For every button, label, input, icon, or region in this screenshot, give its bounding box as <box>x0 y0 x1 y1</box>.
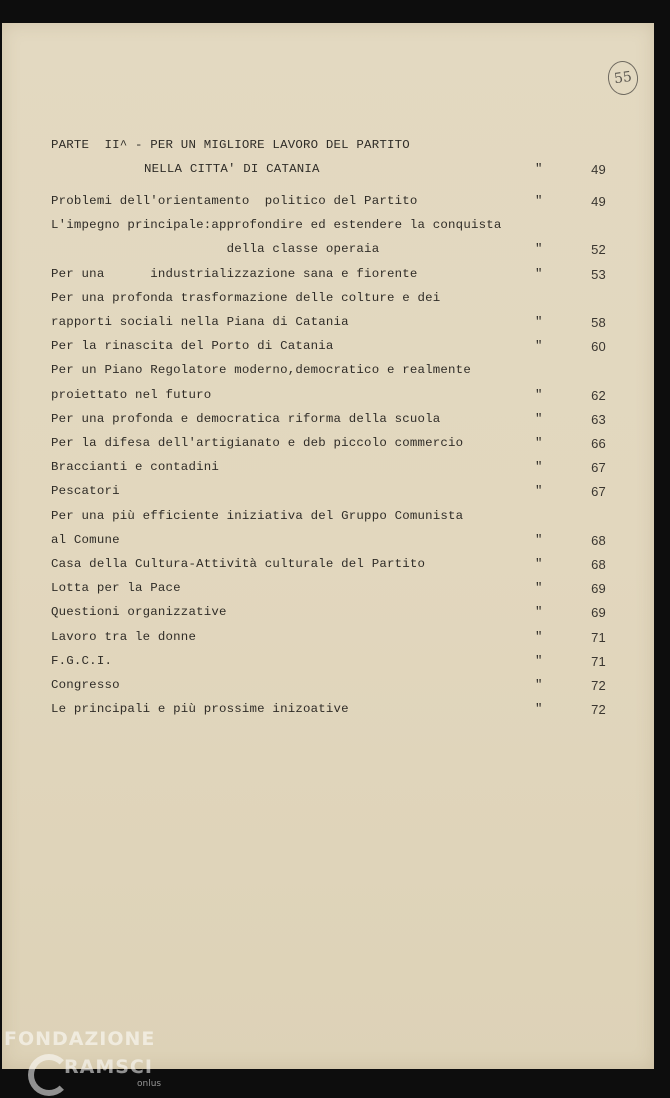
ditto-mark: " <box>535 581 543 596</box>
toc-entry <box>2 509 654 529</box>
page-ref: 49 <box>591 194 606 209</box>
toc-entry-title: Lotta per la Pace <box>51 581 181 596</box>
toc-entry-title: Problemi dell'orientamento politico del Partito <box>51 194 418 208</box>
ditto-mark: " <box>535 460 543 475</box>
page-ref: 53 <box>591 266 606 282</box>
toc-entry-title: Lavoro tra le donne <box>51 629 197 644</box>
toc-entry-title: Le principali e più prossime inizoative <box>51 702 349 717</box>
toc-entry-title: al Comune <box>51 532 120 547</box>
toc-entry-title: Congresso <box>51 678 120 692</box>
page-ref: 71 <box>591 653 606 669</box>
toc-entry <box>2 460 654 480</box>
toc-entry <box>2 363 654 383</box>
ditto-mark: " <box>535 194 543 208</box>
heading-subtitle: NELLA CITTA' DI CATANIA <box>144 162 320 176</box>
page-ref: 52 <box>591 242 606 258</box>
toc-entry <box>2 533 654 553</box>
toc-entry-title: Per una industrializzazione sana e fiorente <box>51 266 418 281</box>
ditto-mark: " <box>535 484 543 499</box>
toc-entry-title: Questioni organizzative <box>51 605 227 620</box>
toc-entry <box>2 630 654 650</box>
toc-entry-title: Per un Piano Regolatore moderno,democratico e realmente <box>51 363 471 378</box>
page-ref: 58 <box>591 315 606 330</box>
page-ref: 68 <box>591 532 606 548</box>
toc-entry <box>2 702 654 722</box>
toc-entry <box>2 339 654 359</box>
ditto-mark: " <box>535 629 543 644</box>
toc-entry <box>2 484 654 504</box>
toc-entry <box>2 436 654 456</box>
toc-entry <box>2 654 654 674</box>
page-ref: 49 <box>591 162 606 177</box>
toc-entry-title: Casa della Cultura-Attività culturale del Partito <box>51 557 426 571</box>
fondazione-gramsci-watermark <box>4 1028 174 1098</box>
ditto-mark: " <box>535 702 543 717</box>
toc-entry-title: Braccianti e contadini <box>51 460 219 475</box>
ditto-mark: " <box>535 266 543 281</box>
ditto-mark: " <box>535 339 543 354</box>
page-ref: 69 <box>591 581 606 597</box>
page-number-stamp: 55 <box>606 59 640 97</box>
page-ref: 62 <box>591 387 606 403</box>
watermark-line2: RAMSCI <box>64 1056 153 1078</box>
watermark-line3: onlus <box>137 1079 162 1089</box>
toc-entry <box>2 194 654 214</box>
toc-entry-title: Per una più efficiente iniziativa del Gruppo Comunista <box>51 508 464 523</box>
ditto-mark: " <box>535 557 543 571</box>
toc-entry-title: F.G.C.I. <box>51 653 113 668</box>
page-ref: 71 <box>591 629 606 645</box>
toc-entry <box>2 557 654 577</box>
watermark-line1: FONDAZIONE <box>4 1028 156 1050</box>
heading-line <box>2 138 654 158</box>
toc-entry-title: Per la difesa dell'artigianato e deb piccolo commercio <box>51 436 464 450</box>
page-ref: 63 <box>591 411 606 427</box>
toc-entry-title: Pescatori <box>51 484 120 499</box>
toc-entry <box>2 267 654 287</box>
toc-entry-title: Per una profonda e democratica riforma della scuola <box>51 411 441 426</box>
ditto-mark: " <box>535 411 543 426</box>
toc-entry-title: rapporti sociali nella Piana di Catania <box>51 315 349 329</box>
page-ref: 72 <box>591 702 606 718</box>
page-ref: 60 <box>591 339 606 355</box>
toc-entry <box>2 291 654 311</box>
page-ref: 67 <box>591 460 606 476</box>
ditto-mark: " <box>535 162 543 176</box>
toc-entry <box>2 412 654 432</box>
toc-entry <box>2 242 654 262</box>
ditto-mark: " <box>535 605 543 620</box>
ditto-mark: " <box>535 532 543 547</box>
ditto-mark: " <box>535 387 543 402</box>
toc-entry <box>2 581 654 601</box>
page-ref: 72 <box>591 678 606 693</box>
ditto-mark: " <box>535 436 543 450</box>
toc-entry-title: L'impegno principale:approfondire ed estendere la conquista <box>51 218 502 233</box>
toc-entry-title: Per la rinascita del Porto di Catania <box>51 339 334 354</box>
toc-entry-title: Per una profonda trasformazione delle colture e dei <box>51 290 441 305</box>
ditto-mark: " <box>535 678 543 692</box>
toc-entry <box>2 218 654 238</box>
page-ref: 67 <box>591 484 606 500</box>
page-ref: 68 <box>591 557 606 572</box>
heading-subtitle-line <box>2 162 654 182</box>
toc-entry-title: proiettato nel futuro <box>51 387 212 402</box>
ditto-mark: " <box>535 653 543 668</box>
page-ref: 66 <box>591 436 606 451</box>
toc-entry <box>2 388 654 408</box>
heading-part: PARTE II^ - PER UN MIGLIORE LAVORO DEL PARTITO <box>51 138 410 152</box>
ditto-mark: " <box>535 242 543 257</box>
toc-entry <box>2 315 654 335</box>
toc-entry-title: della classe operaia <box>51 242 380 257</box>
document-page <box>2 23 654 1089</box>
ditto-mark: " <box>535 315 543 329</box>
toc-entry <box>2 605 654 625</box>
toc-entry <box>2 678 654 698</box>
page-ref: 69 <box>591 605 606 621</box>
